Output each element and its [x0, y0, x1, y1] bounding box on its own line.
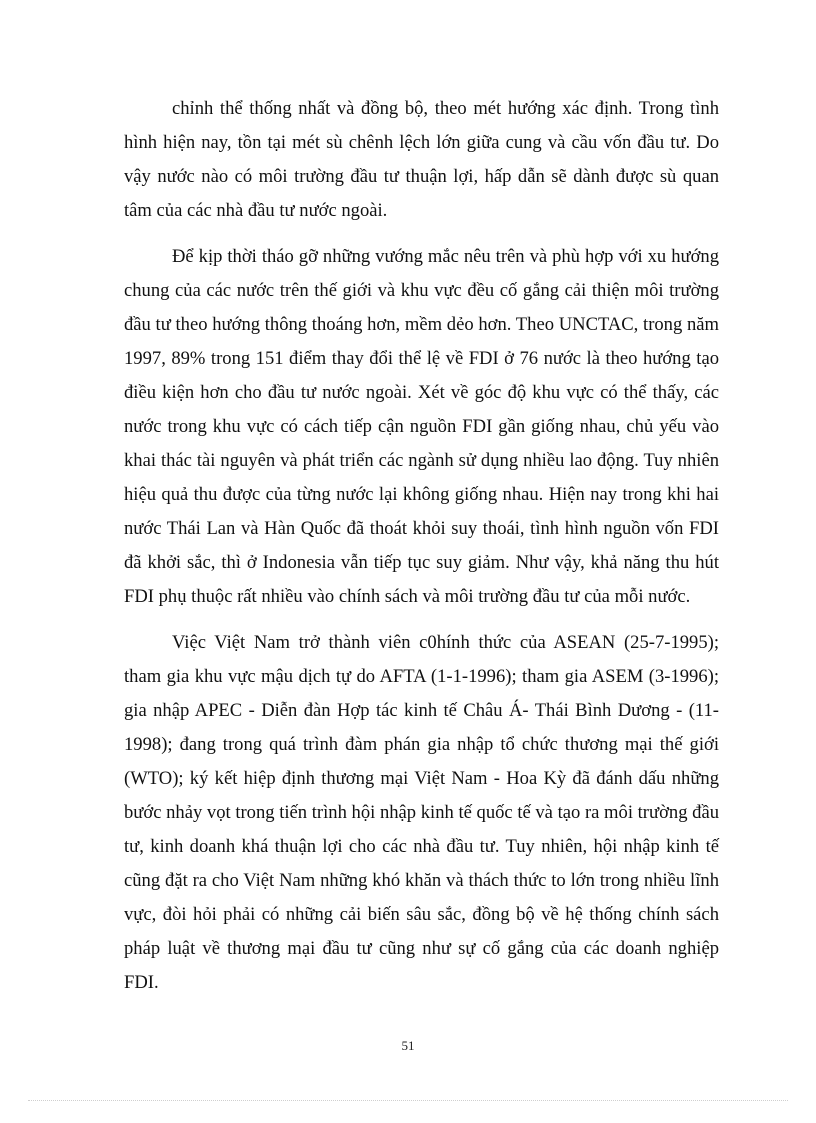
- page-bottom-divider: [28, 1100, 788, 1101]
- paragraph-1: chỉnh thể thống nhất và đồng bộ, theo mét hướng xác định. Trong tình hình hiện nay, tồn tại mét sù chênh lệch lớn giữa cung và cầu vốn đầu tư. Do vậy nước nào có môi trường đầu tư thuận lợi, hấp dẫn sẽ dành được sù quan tâm của các nhà đầu tư nước ngoài.: [124, 98, 719, 221]
- body-text: [124, 92, 719, 1012]
- paragraph-3: Việc Việt Nam trở thành viên c0hính thức của ASEAN (25-7-1995); tham gia khu vực mậu dịch tự do AFTA (1-1-1996); tham gia ASEM (3-1996); gia nhập APEC - Diễn đàn Hợp tác kinh tế Châu Á- Thái Bình Dương - (11-1998); đang trong quá trình đàm phán gia nhập tổ chức thương mại thế giới (WTO); ký kết hiệp định thương mại Việt Nam - Hoa Kỳ đã đánh dấu những bước nhảy vọt trong tiến trình hội nhập kinh tế quốc tế và tạo ra môi trường đầu tư, kinh doanh khá thuận lợi cho các nhà đầu tư. Tuy nhiên, hội nhập kinh tế cũng đặt ra cho Việt Nam những khó khăn và thách thức to lớn trong nhiều lĩnh vực, đòi hỏi phải có những cải biến sâu sắc, đồng bộ về hệ thống chính sách pháp luật về thương mại đầu tư cũng như sự cố gắng của các doanh nghiệp FDI.: [124, 632, 719, 993]
- paragraph-2: Để kịp thời tháo gỡ những vướng mắc nêu trên và phù hợp với xu hướng chung của các nước trên thế giới và khu vực đều cố gắng cải thiện môi trường đầu tư theo hướng thông thoáng hơn, mềm dẻo hơn. Theo UNCTAC, trong năm 1997, 89% trong 151 điểm thay đổi thể lệ về FDI ở 76 nước là theo hướng tạo điều kiện hơn cho đầu tư nước ngoài. Xét về góc độ khu vực có thể thấy, các nước trong khu vực có cách tiếp cận nguồn FDI gần giống nhau, chủ yếu vào khai thác tài nguyên và phát triển các ngành sử dụng nhiều lao động. Tuy nhiên hiệu quả thu được của từng nước lại không giống nhau. Hiện nay trong khi hai nước Thái Lan và Hàn Quốc đã thoát khỏi suy thoái, tình hình nguồn vốn FDI đã khởi sắc, thì ở Indonesia vẫn tiếp tục suy giảm. Như vậy, khả năng thu hút FDI phụ thuộc rất nhiều vào chính sách và môi trường đầu tư của mỗi nước.: [124, 246, 719, 607]
- page-number: 51: [401, 1038, 415, 1053]
